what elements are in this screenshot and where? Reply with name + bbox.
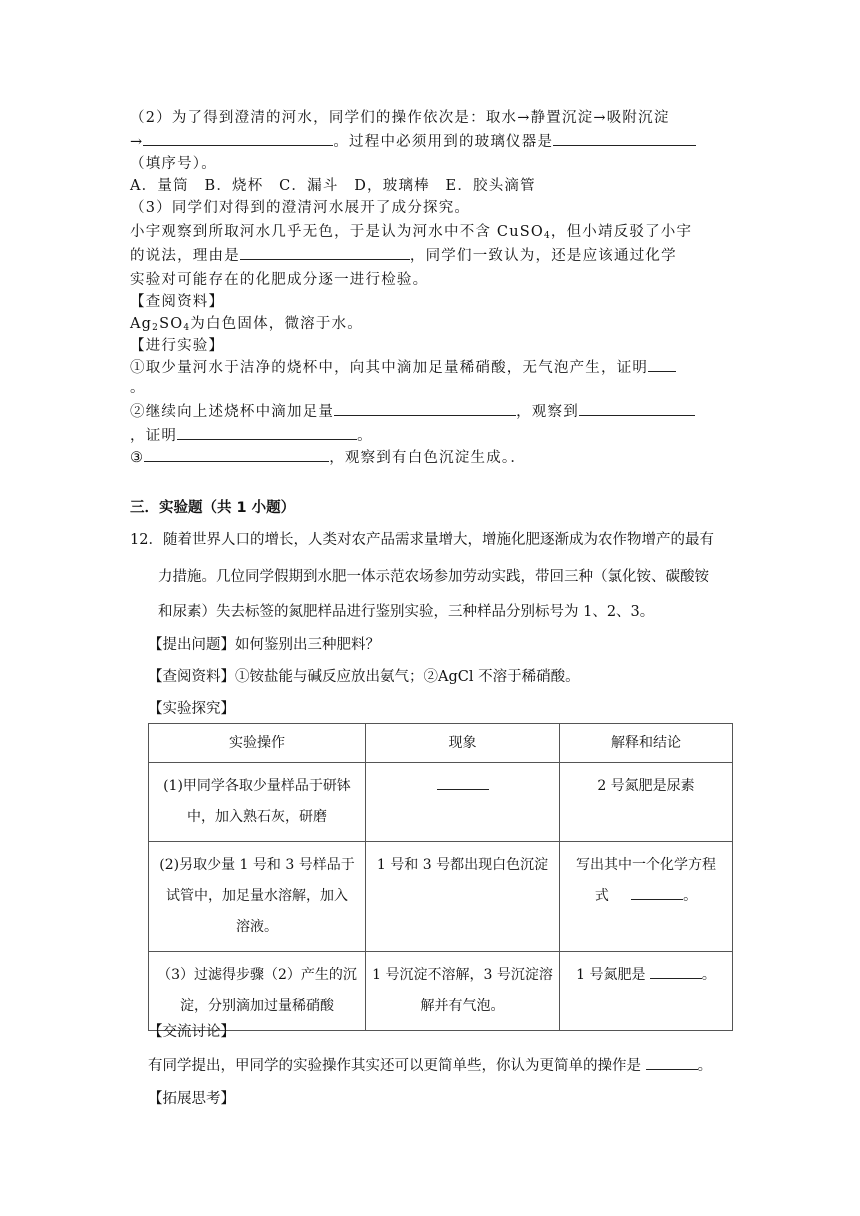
q2-line2: → 。过程中必须用到的玻璃仪器是: [130, 130, 696, 151]
discuss-text: 有同学提出，甲同学的实验操作其实还可以更简单些，你认为更简单的操作是 。: [148, 1058, 713, 1074]
table-cell: 写出其中一个化学方程 式 。: [560, 842, 733, 952]
discuss-heading: 【交流讨论】: [148, 1024, 235, 1040]
table-row: [149, 842, 733, 952]
q2-line3: （填序号）。: [130, 156, 217, 172]
answer-blank[interactable]: [143, 133, 333, 146]
exp-heading: 【进行实验】: [130, 338, 225, 354]
q3-line4: 实验对可能存在的化肥成分逐一进行检验。: [130, 272, 429, 288]
table-header: 解释和结论: [560, 724, 733, 763]
answer-blank[interactable]: [177, 427, 357, 440]
table-cell: [366, 763, 560, 842]
ref-heading: 【查阅资料】: [130, 294, 225, 310]
q2-options: A．量筒 B．烧杯 C．漏斗 D，玻璃棒 E．胶头滴管: [130, 178, 536, 194]
answer-blank[interactable]: [437, 777, 489, 790]
table-header-row: [149, 724, 733, 763]
step3: ③ ，观察到有白色沉淀生成。．: [130, 450, 527, 466]
explore-heading: 【实验探究】: [148, 701, 235, 717]
q2-line1: （2）为了得到澄清的河水，同学们的操作依次是：取水→静置沉淀→吸附沉淀: [130, 110, 670, 126]
q3-line2: 小宇观察到所取河水几乎无色，于是认为河水中不含 CuSO$_4$，但小靖反驳了小宇: [130, 224, 693, 241]
table-cell: 1 号沉淀不溶解，3 号沉淀溶 解并有气泡。: [366, 952, 560, 1031]
experiment-table: [148, 723, 733, 1031]
step1: ①取少量河水于洁净的烧杯中，向其中滴加足量稀硝酸，无气泡产生，证明: [130, 356, 676, 377]
step1-end: 。: [130, 380, 146, 396]
answer-blank[interactable]: [631, 887, 683, 900]
q12-para3: 和尿素）失去标签的氮肥样品进行鉴别实验，三种样品分别标号为 1、2、3。: [158, 604, 655, 620]
table-cell: 1 号和 3 号都出现白色沉淀: [366, 842, 560, 952]
answer-blank[interactable]: [579, 403, 695, 416]
table-row: [149, 952, 733, 1031]
step2-cont: ，证明 。: [130, 428, 373, 444]
extend-heading: 【拓展思考】: [148, 1091, 235, 1107]
answer-blank[interactable]: [553, 133, 696, 146]
table-cell: 1 号氮肥是 。: [560, 952, 733, 1031]
q3-line3: 的说法，理由是 ，同学们一致认为，还是应该通过化学: [130, 248, 677, 264]
q3-line1: （3）同学们对得到的澄清河水展开了成分探究。: [130, 200, 471, 216]
table-header: 实验操作: [149, 724, 366, 763]
info-heading: 【查阅资料】①铵盐能与碱反应放出氨气；②AgCl 不溶于稀硝酸。: [148, 669, 580, 685]
step2: ②继续向上述烧杯中滴加足量 ，观察到: [130, 400, 695, 421]
table-header: 现象: [366, 724, 560, 763]
table-cell: （3）过滤得步骤（2）产生的沉 淀，分别滴加过量稀硝酸: [149, 952, 366, 1031]
answer-blank[interactable]: [650, 966, 702, 979]
answer-blank[interactable]: [240, 247, 410, 260]
answer-blank[interactable]: [144, 449, 329, 462]
q12-para1: 12．随着世界人口的增长，人类对农产品需求量增大，增施化肥逐渐成为农作物增产的最有: [130, 532, 714, 548]
q12-para2: 力措施。几位同学假期到水肥一体示范农场参加劳动实践，带回三种（氯化铵、碳酸铵: [158, 569, 709, 585]
table-cell: (2)另取少量 1 号和 3 号样品于 试管中，加足量水溶解，加入 溶液。: [149, 842, 366, 952]
table-cell: (1)甲同学各取少量样品于研钵 中，加入熟石灰，研磨: [149, 763, 366, 842]
section-title: 三．实验题（共 1 小题）: [130, 500, 296, 516]
answer-blank[interactable]: [646, 1057, 698, 1070]
answer-blank[interactable]: [648, 359, 676, 372]
ref-text: $Ag_2SO_4$为白色固体，微溶于水。: [130, 316, 363, 333]
question-heading: 【提出问题】如何鉴别出三种肥料？: [148, 637, 380, 653]
answer-blank[interactable]: [334, 403, 516, 416]
table-row: [149, 763, 733, 842]
table-cell: 2 号氮肥是尿素: [560, 763, 733, 842]
